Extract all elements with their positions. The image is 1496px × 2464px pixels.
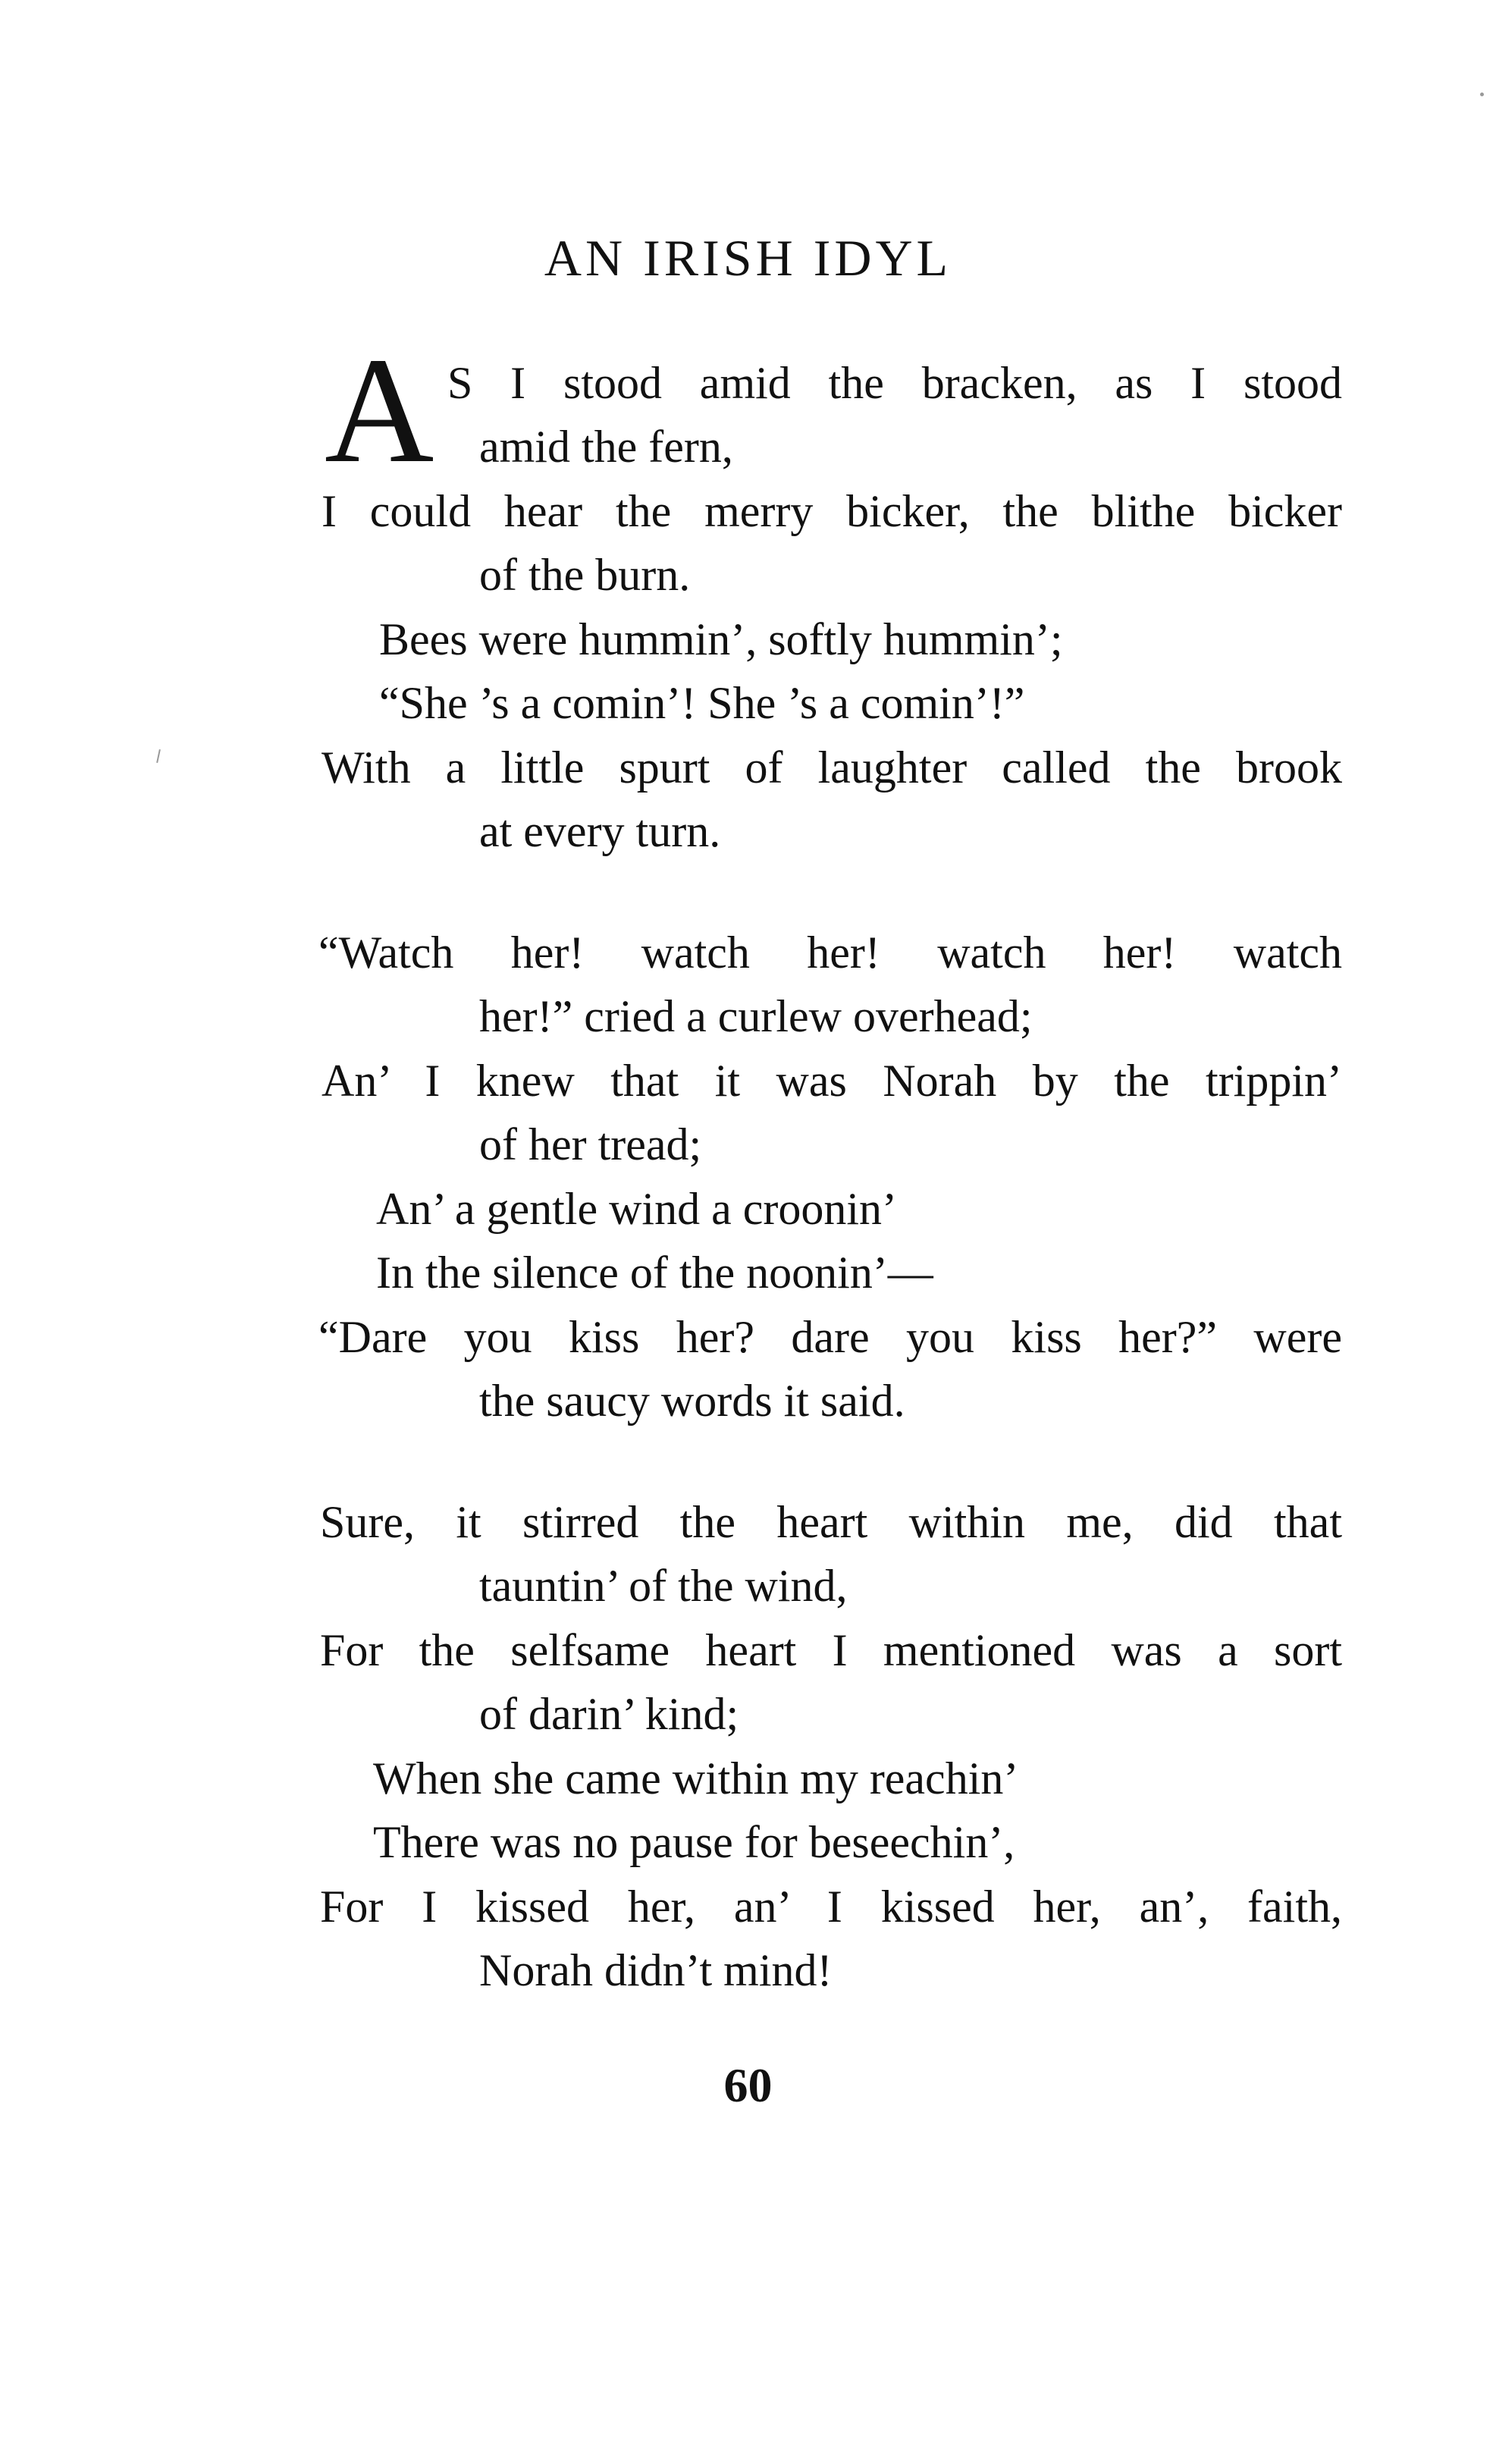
page-number: 60 <box>723 2058 773 2112</box>
scan-speck <box>1480 93 1484 96</box>
poem-line: S I stood amid the bracken, as I stood <box>447 358 1342 408</box>
poem-line: at every turn. <box>479 806 721 856</box>
poem-line: the saucy words it said. <box>479 1376 905 1426</box>
poem-title: AN IRISH IDYL <box>544 229 952 287</box>
poem-line: I could hear the merry bicker, the blithe bicker <box>321 486 1342 536</box>
poem-line: of the burn. <box>479 550 691 600</box>
poem-line: An’ I knew that it was Norah by the trippin’ <box>321 1056 1342 1106</box>
poem-line: Norah didn’t mind! <box>479 1945 833 1995</box>
poem-line: In the silence of the noonin’— <box>376 1248 933 1298</box>
scan-speck <box>156 749 161 763</box>
poem-line: Sure, it stirred the heart within me, did that <box>320 1497 1342 1547</box>
drop-cap: A <box>325 327 434 494</box>
poem-line: of darin’ kind; <box>479 1689 739 1739</box>
poem-line: of her tread; <box>479 1119 702 1169</box>
poem-line: amid the fern, <box>479 422 733 472</box>
poem-line: When she came within my reachin’ <box>373 1753 1019 1803</box>
poem-line: For I kissed her, an’ I kissed her, an’, faith, <box>320 1882 1342 1932</box>
poem-line: An’ a gentle wind a croonin’ <box>376 1184 897 1234</box>
poem-line: For the selfsame heart I mentioned was a sort <box>320 1625 1342 1675</box>
poem-line: “She ’s a comin’! She ’s a comin’!” <box>379 678 1025 728</box>
poem-line: There was no pause for beseechin’, <box>373 1817 1015 1867</box>
poem-line: With a little spurt of laughter called the brook <box>321 742 1342 793</box>
poem-line: “Watch her! watch her! watch her! watch <box>318 928 1342 978</box>
poem-line: tauntin’ of the wind, <box>479 1561 848 1611</box>
poem-line: “Dare you kiss her? dare you kiss her?” were <box>318 1312 1342 1362</box>
poem-line: her!” cried a curlew overhead; <box>479 991 1033 1041</box>
poem-line: Bees were hummin’, softly hummin’; <box>379 614 1063 664</box>
